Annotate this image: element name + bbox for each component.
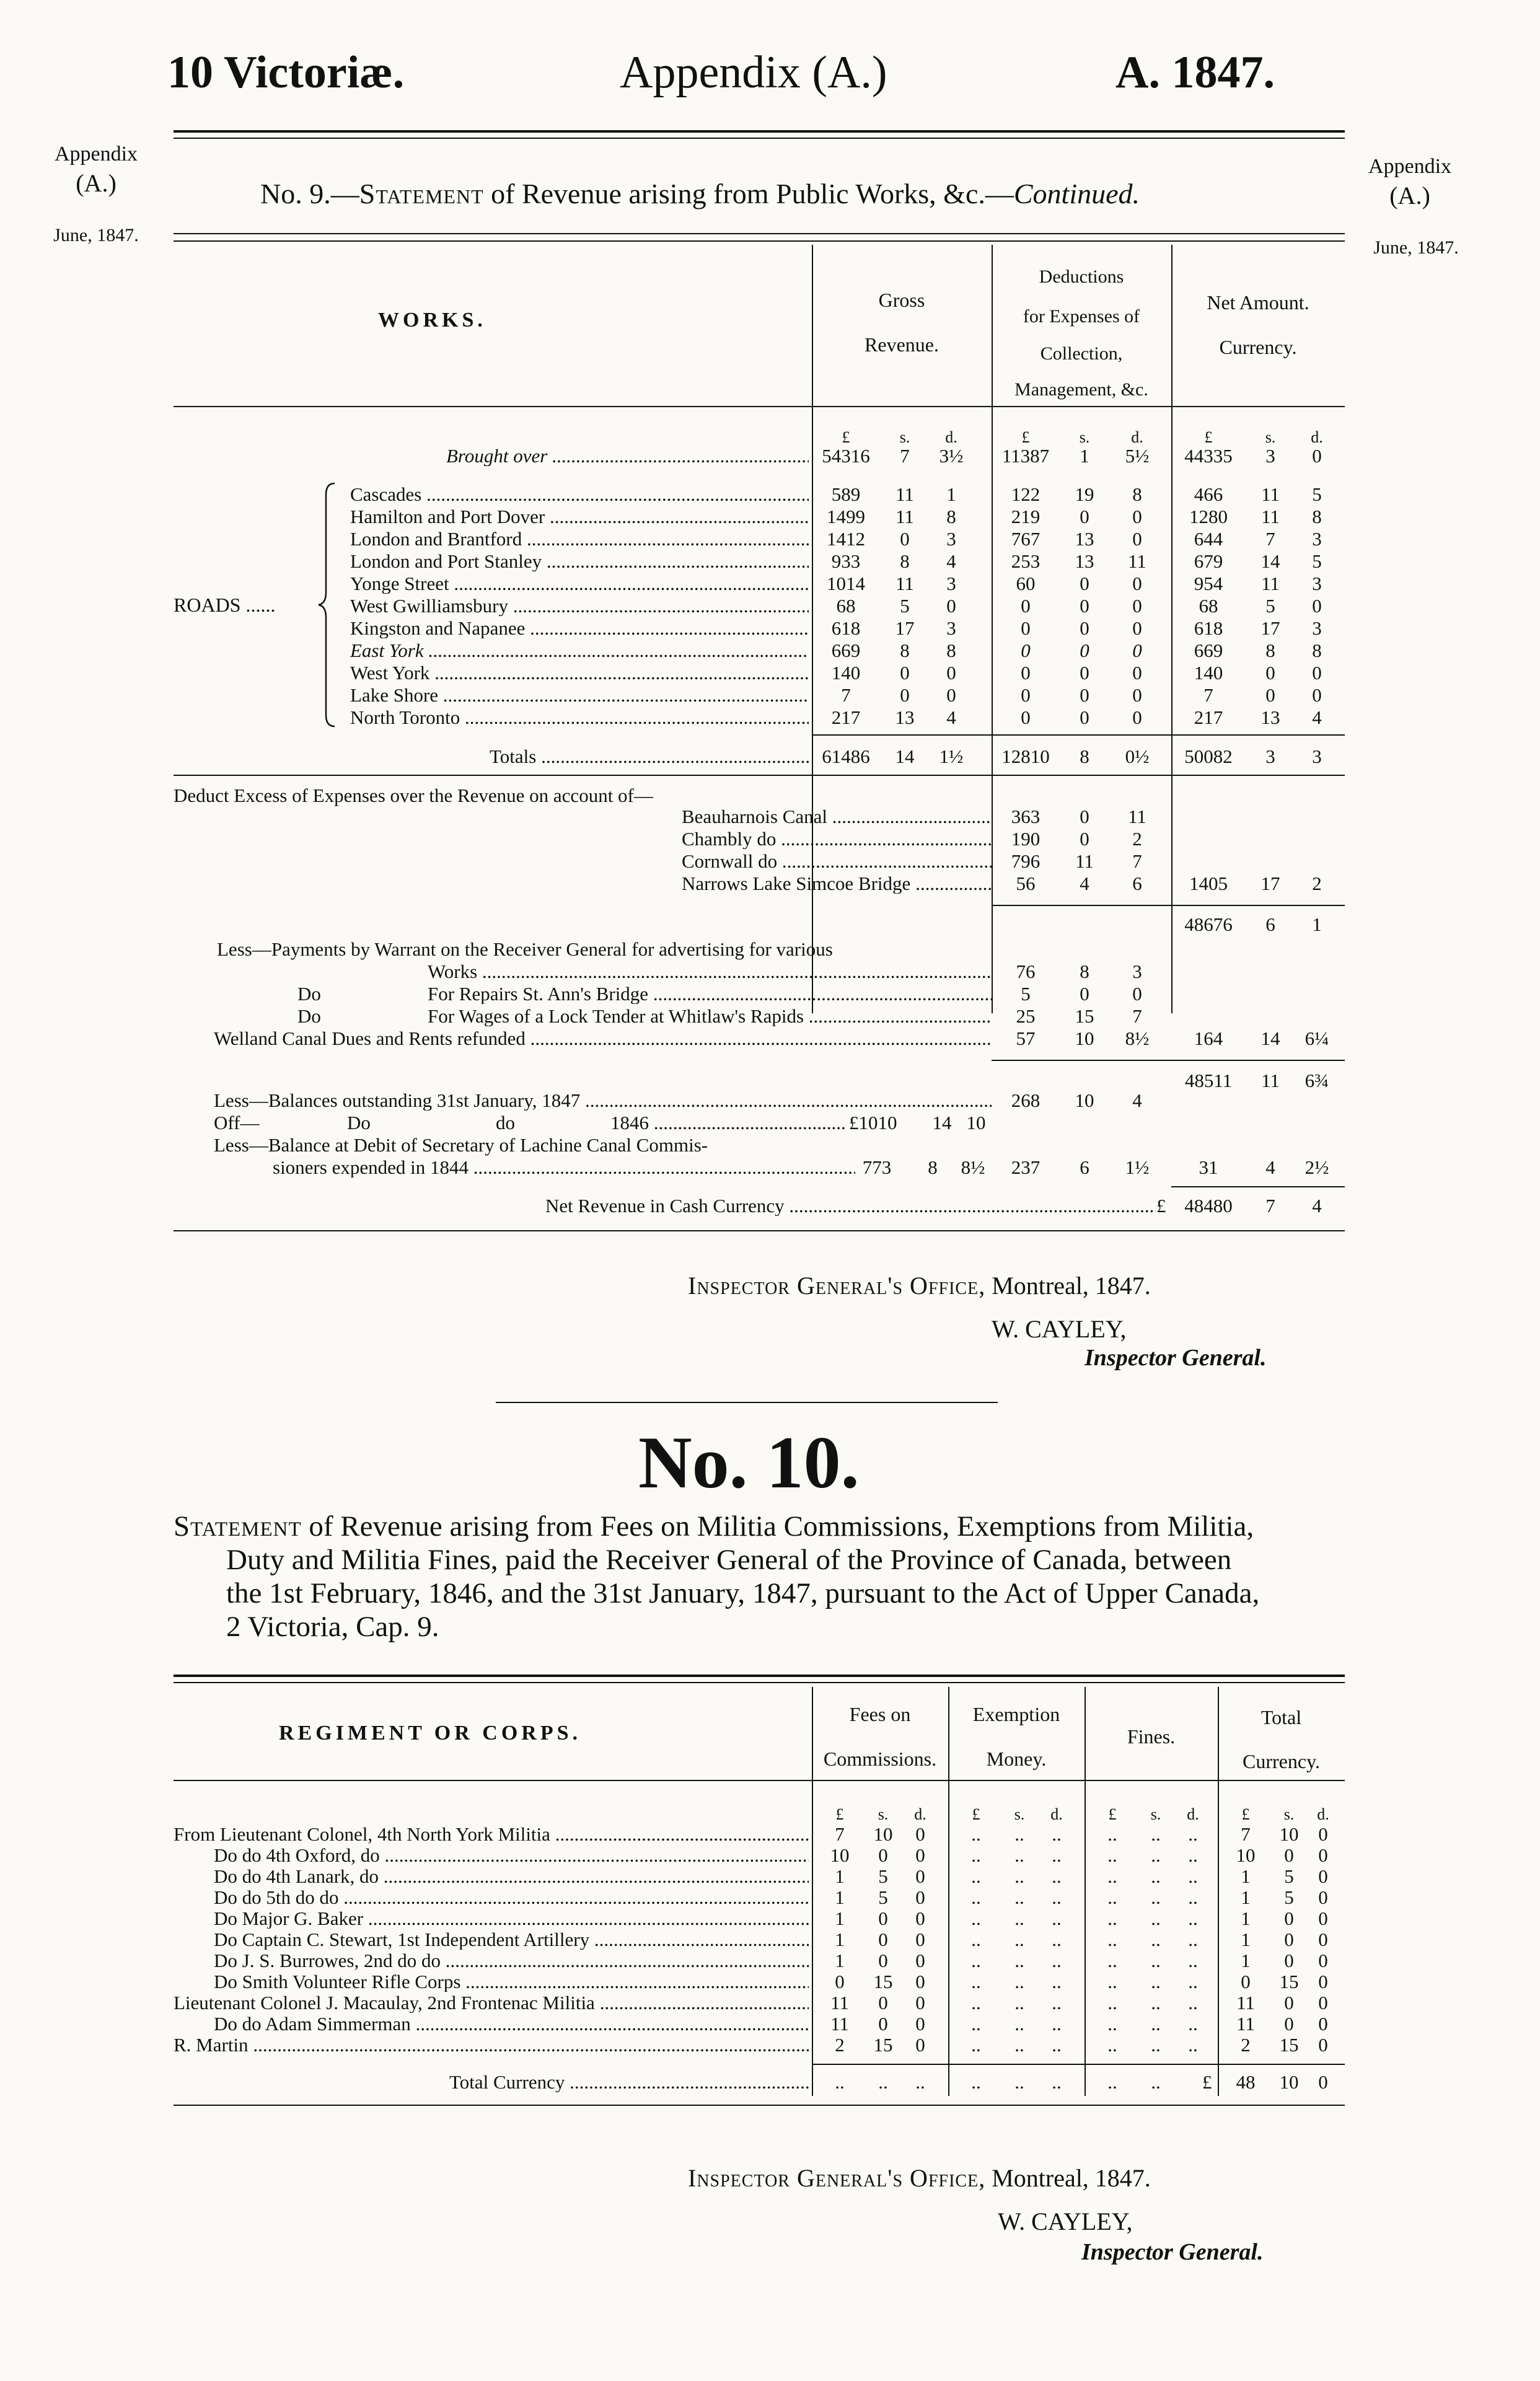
section-separator [496, 1402, 998, 1403]
no10-col-exemption-2: Money. [986, 1748, 1047, 1770]
road-row-london-brantford: London and Brantford ..... 1412 0 3 767 13 0 644 7 3 [0, 529, 1540, 549]
road-row-north-toronto: North Toronto ..... 217 13 4 0 0 0 217 13 4 [0, 708, 1540, 728]
margin-note-left-line1: Appendix [54, 143, 138, 165]
margin-note-left-line2: (A.) [76, 169, 117, 197]
no9-signature-name: W. CAYLEY, [992, 1315, 1127, 1343]
net-revenue-rule [1171, 1186, 1345, 1187]
balances-1847-row: Less—Balances outstanding 31st January, 1847 ..... 268 10 4 [0, 1091, 1540, 1111]
no10-signature-name: W. CAYLEY, [998, 2207, 1133, 2235]
header-right: A. 1847. [1115, 47, 1275, 98]
no10-row-martin: R. Martin ..... 2 15 0 .. .. .. .. .. .. 2 15 0 [0, 2035, 1540, 2055]
no10-header-rule [174, 1780, 1345, 1781]
no9-title: No. 9.—Statement of Revenue arising from Public Works, &c.—Continued. [260, 178, 1140, 209]
no10-statement-line3: the 1st February, 1846, and the 31st January, 1847, pursuant to the Act of Upper Canada, [226, 1577, 1260, 1609]
no10-row-4th-north-york: From Lieutenant Colonel, 4th North York Militia ..... 7 10 0 .. .. .. .. .. .. 7 10 0 [0, 1824, 1540, 1844]
excess-row-chambly: Chambly do ..... 190 0 2 [0, 829, 1540, 849]
subtotal2-row: 48511 11 6¾ [1184, 1070, 1329, 1091]
no9-brought-over-row: Brought over ..... 54316 7 3½ 11387 1 5½ 44335 3 0 [0, 446, 1540, 466]
margin-note-right-line1: Appendix [1368, 155, 1452, 178]
no9-col-gross-1: Gross [878, 289, 925, 311]
payments-works-row: Works ..... 76 8 3 [0, 962, 1540, 982]
no9-col-net-1: Net Amount. [1207, 291, 1309, 314]
no10-total-row: Total Currency ..... .. .. .. .. .. .. .. .. £ 48 10 0 [0, 2072, 1540, 2092]
road-row-kingston-napanee: Kingston and Napanee ..... 618 17 3 0 0 0 618 17 3 [0, 618, 1540, 638]
subtotal1-row: 48676 6 1 [1184, 913, 1322, 935]
no9-col-ded-3: Collection, [1040, 343, 1123, 364]
excess-row-narrows: Narrows Lake Simcoe Bridge ..... 56 4 6 1405 17 2 [0, 874, 1540, 894]
no9-col-ded-1: Deductions [1039, 266, 1124, 287]
deduct-heading: Deduct Excess of Expenses over the Revenue on account of— [174, 785, 653, 806]
no10-statement-line1: Statement of Revenue arising from Fees on Militia Commissions, Exemptions from Militia, [174, 1510, 1254, 1543]
rule-top-thin [174, 138, 1345, 139]
no9-units-row: £ s. d. £ s. d. £ s. d. [842, 428, 1323, 446]
no10-col-fees-2: Commissions. [823, 1748, 937, 1770]
no10-statement-line2: Duty and Militia Fines, paid the Receiver General of the Province of Canada, between [226, 1544, 1232, 1576]
no10-total-rule [812, 2064, 1345, 2065]
balances-lachine-row: sioners expended in 1844 ..... 773 8 8½ 237 6 1½ 31 4 2½ [0, 1158, 1540, 1177]
no9-header-rule [174, 406, 1345, 407]
no10-heading: No. 10. [638, 1421, 860, 1503]
payments-line1: Less—Payments by Warrant on the Receiver General for advertising for various [217, 938, 833, 960]
subtotal2-rule [992, 1060, 1345, 1061]
no9-col-works: WORKS. [378, 309, 486, 332]
no10-row-burrowes: Do J. S. Burrowes, 2nd do do ..... 1 0 0 .. .. .. .. .. .. 1 0 0 [0, 1951, 1540, 1971]
no10-office-line: Inspector General's Office, Montreal, 1847. [688, 2164, 1151, 2192]
no10-units-row: £ s. d. £ s. d. £ s. d. £ s. d. [835, 1805, 1329, 1823]
no10-row-major-baker: Do Major G. Baker ..... 1 0 0 .. .. .. .. .. .. 1 0 0 [0, 1909, 1540, 1929]
excess-row-cornwall: Cornwall do ..... 796 11 7 [0, 852, 1540, 871]
road-row-lake-shore: Lake Shore ..... 7 0 0 0 0 0 7 0 0 [0, 685, 1540, 705]
road-row-hamilton: Hamilton and Port Dover ..... 1499 11 8 219 0 0 1280 11 8 [0, 507, 1540, 527]
margin-note-right-line2: (A.) [1389, 182, 1430, 209]
header-left: 10 Victoriæ. [167, 47, 405, 98]
balances-1846-row: Off— Do do 1846 ..... £1010 14 10 [0, 1113, 1540, 1133]
no10-col-fines: Fines. [1127, 1725, 1176, 1748]
after-totals-rule [174, 775, 1345, 776]
no9-bottom-rule [174, 1230, 1345, 1231]
no10-row-smith-rifle-corps: Do Smith Volunteer Rifle Corps ..... 0 15 0 .. .. .. .. .. .. 0 15 0 [0, 1972, 1540, 1992]
no9-office-line: Inspector General's Office, Montreal, 1847. [688, 1272, 1151, 1300]
net-revenue-row: Net Revenue in Cash Currency ..... £ 48480 7 4 [0, 1196, 1540, 1216]
no10-col-total-1: Total [1261, 1706, 1302, 1728]
no10-row-4th-lanark: Do do 4th Lanark, do ..... 1 5 0 .. .. .. .. .. .. 1 5 0 [0, 1867, 1540, 1886]
no9-col-ded-4: Management, &c. [1014, 379, 1148, 400]
no9-totals-row: Totals ..... 61486 14 1½ 12810 8 0½ 50082 3 3 [0, 747, 1540, 767]
no9-signature-title: Inspector General. [1085, 1345, 1267, 1371]
subtotal1-rule [992, 905, 1345, 906]
no10-col-fees-1: Fees on [849, 1703, 911, 1725]
totals-rule [812, 734, 1345, 736]
road-row-yonge-street: Yonge Street ..... 1014 11 3 60 0 0 954 11 3 [0, 574, 1540, 594]
no9-col-ded-2: for Expenses of [1023, 306, 1140, 327]
no10-row-simmerman: Do do Adam Simmerman ..... 11 0 0 .. .. .. .. .. .. 11 0 0 [0, 2014, 1540, 2034]
rule-under-title-2 [174, 240, 1345, 242]
no10-col-regiment: REGIMENT OR CORPS. [279, 1722, 582, 1745]
balances-lachine-line: Less—Balance at Debit of Secretary of Lachine Canal Commis- [214, 1134, 708, 1156]
rule-under-title [174, 233, 1345, 234]
no10-row-5th: Do do 5th do do ..... 1 5 0 .. .. .. .. .. .. 1 5 0 [0, 1888, 1540, 1908]
margin-note-right-date: June, 1847. [1373, 237, 1459, 258]
road-row-london-port-stanley: London and Port Stanley ..... 933 8 4 253 13 11 679 14 5 [0, 552, 1540, 571]
welland-row: Welland Canal Dues and Rents refunded ..... 57 10 8½ 164 14 6¼ [0, 1029, 1540, 1049]
excess-row-beauharnois: Beauharnois Canal ..... 363 0 11 [0, 807, 1540, 827]
no10-row-4th-oxford: Do do 4th Oxford, do ..... 10 0 0 .. .. .. .. .. .. 10 0 0 [0, 1846, 1540, 1865]
no10-top-rule [174, 1675, 1345, 1677]
no10-statement-line4: 2 Victoria, Cap. 9. [226, 1611, 439, 1643]
road-row-cascades: Cascades ..... 589 11 1 122 19 8 466 11 5 [0, 485, 1540, 504]
payments-wages-row: Do For Wages of a Lock Tender at Whitlaw's Rapids ..... 25 15 7 [0, 1006, 1540, 1026]
margin-note-left-date: June, 1847. [53, 225, 139, 245]
no10-row-captain-stewart: Do Captain C. Stewart, 1st Independent Artillery ..... 1 0 0 .. .. .. .. .. .. 1 0 0 [0, 1930, 1540, 1950]
no10-top-rule-thin [174, 1682, 1345, 1683]
no10-row-macaulay: Lieutenant Colonel J. Macaulay, 2nd Frontenac Militia ..... 11 0 0 .. .. .. .. .. .. 11 0 0 [0, 1993, 1540, 2013]
road-row-west-gwilliamsbury: West Gwilliamsbury ..... 68 5 0 0 0 0 68 5 0 [0, 596, 1540, 616]
header-center: Appendix (A.) [620, 47, 887, 98]
no10-col-exemption-1: Exemption [972, 1703, 1060, 1725]
road-row-west-york: West York ..... 140 0 0 0 0 0 140 0 0 [0, 663, 1540, 683]
rule-top [174, 130, 1345, 133]
road-row-east-york: East York ..... 669 8 8 0 0 0 669 8 8 [0, 641, 1540, 661]
no9-col-gross-2: Revenue. [865, 333, 939, 356]
no9-col-net-2: Currency. [1219, 336, 1297, 358]
no10-bottom-rule [174, 2105, 1345, 2106]
roads-label: ROADS ...... [174, 594, 276, 616]
payments-repairs-row: Do For Repairs St. Ann's Bridge ..... 5 0 0 [0, 984, 1540, 1004]
no10-col-total-2: Currency. [1243, 1750, 1320, 1772]
no10-signature-title: Inspector General. [1081, 2239, 1264, 2265]
